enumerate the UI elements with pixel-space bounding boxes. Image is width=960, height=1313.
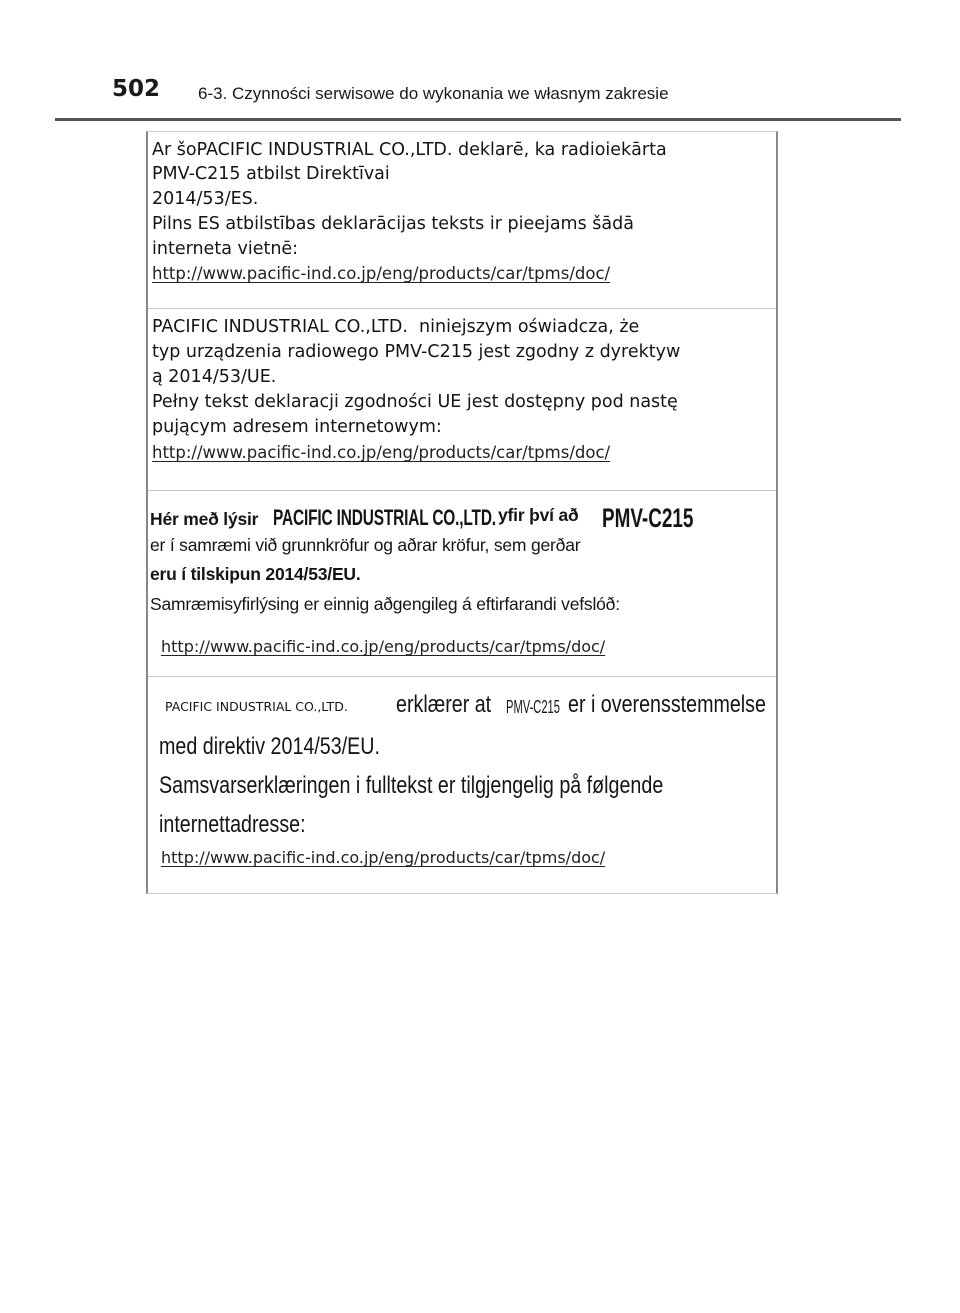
icelandic-company: PACIFIC INDUSTRIAL CO.,LTD. [272,505,496,530]
norwegian-line-3: Samsvarserklæringen i fulltekst er tilgjengelig på følgende [159,772,664,799]
declaration-norwegian [148,677,776,893]
declaration-polish [148,309,776,489]
norwegian-url-link[interactable]: http://www.pacific-ind.co.jp/eng/products/car/tpms/doc/ [161,848,606,867]
polish-company: PACIFIC INDUSTRIAL CO.,LTD. [152,317,408,337]
polish-url-link[interactable]: http://www.pacific-ind.co.jp/eng/products/car/tpms/doc/ [152,443,611,462]
latvian-line-2: PMV-C215 atbilst Direktīvai [152,164,390,184]
icelandic-line-3: eru í tilskipun 2014/53/EU. [150,564,361,584]
page-number: 502 [112,76,161,102]
polish-line-1-rest: niniejszym oświadcza, że [419,317,640,337]
polish-line-3: ą 2014/53/UE. [152,367,277,387]
icelandic-url-link[interactable]: http://www.pacific-ind.co.jp/eng/products/car/tpms/doc/ [161,637,606,656]
latvian-line-4: Pilns ES atbilstības deklarācijas teksts ir pieejams šādā [152,214,634,234]
latvian-line-1: Ar šoPACIFIC INDUSTRIAL CO.,LTD. deklarē, ka radioiekārta [152,140,667,160]
icelandic-middle: yfir því að [498,505,579,525]
polish-line-4: Pełny tekst deklaracji zgodności UE jest dostępny pod nastę [152,392,678,412]
polish-line-2: typ urządzenia radiowego PMV-C215 jest zgodny z dyrektyw [152,342,681,362]
latvian-line-3: 2014/53/ES. [152,189,259,209]
norwegian-model: PMV-C215 [506,697,560,717]
icelandic-prefix: Hér með lýsir [150,509,259,529]
page-header [55,76,901,121]
norwegian-line-2: med direktiv 2014/53/EU. [159,733,380,760]
latvian-line-5: interneta vietnē: [152,239,299,259]
latvian-url-link[interactable]: http://www.pacific-ind.co.jp/eng/products/car/tpms/doc/ [152,264,611,283]
declaration-latvian [148,132,776,308]
declaration-icelandic [148,491,776,676]
icelandic-model: PMV-C215 [602,503,694,533]
norwegian-line-4: internettadresse: [159,811,306,838]
norwegian-rest: er i overensstemmelse [568,691,766,718]
norwegian-middle: erklærer at [396,691,492,718]
norwegian-company: PACIFIC INDUSTRIAL CO.,LTD. [165,699,348,714]
polish-line-1 [152,317,639,337]
icelandic-line-4: Samræmisyfirlýsing er einnig aðgengileg á eftirfarandi vefslóð: [150,594,620,614]
section-title: 6-3. Czynności serwisowe do wykonania we własnym zakresie [198,84,669,103]
polish-line-5: pującym adresem internetowym: [152,417,442,437]
declaration-box [146,131,778,894]
icelandic-model-wrap [602,503,733,534]
icelandic-line-2: er í samræmi við grunnkröfur og aðrar kröfur, sem gerðar [150,535,581,555]
